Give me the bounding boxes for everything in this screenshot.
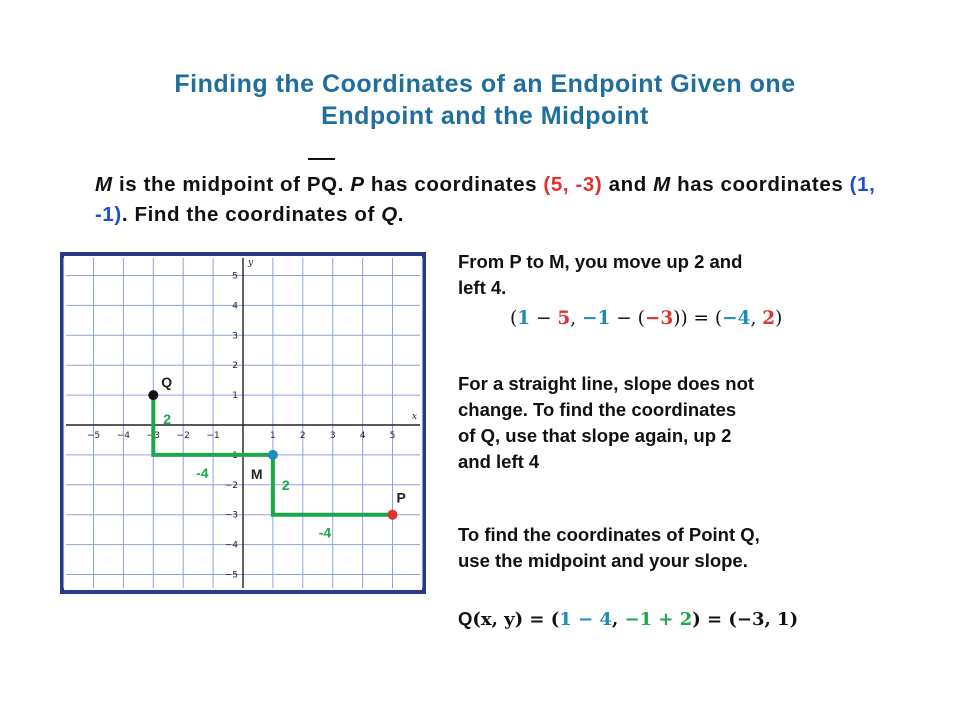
eq-a: 1 bbox=[517, 308, 531, 329]
problem-p: P bbox=[350, 173, 365, 196]
eq-f: 2 bbox=[762, 308, 776, 329]
y-tick-label: 4 bbox=[232, 301, 238, 312]
final-a: 1 − 4 bbox=[559, 609, 612, 630]
point-q-label: Q bbox=[161, 374, 173, 391]
y-tick-label: 5 bbox=[232, 271, 238, 282]
page-title bbox=[60, 68, 910, 132]
problem-text-7: . bbox=[397, 203, 405, 226]
eq-comma1: , bbox=[570, 308, 582, 329]
y-tick-label: −3 bbox=[224, 510, 238, 521]
eq-c: −1 bbox=[582, 308, 611, 329]
step2-line-3: of Q, use that slope again, up 2 bbox=[458, 425, 732, 446]
problem-text-3: has coordinates bbox=[364, 173, 544, 196]
final-lhs: (x, y) = ( bbox=[472, 609, 560, 630]
step-label-run-m: -4 bbox=[318, 524, 332, 541]
step-label-rise-m: 2 bbox=[281, 476, 290, 493]
step3-line-1: To find the coordinates of Point Q, bbox=[458, 524, 760, 545]
eq-d: −3 bbox=[644, 308, 674, 329]
y-tick-label: −5 bbox=[224, 570, 238, 581]
x-tick-label: −5 bbox=[86, 431, 101, 441]
y-tick-label: 2 bbox=[232, 361, 238, 372]
problem-q: Q bbox=[381, 203, 398, 226]
step1-line-2: left 4. bbox=[458, 277, 507, 298]
x-tick-label: 4 bbox=[359, 431, 366, 441]
final-comma: , bbox=[611, 609, 625, 630]
eq-comma2: , bbox=[750, 308, 763, 329]
point-q-marker bbox=[148, 390, 158, 400]
eq-open: ( bbox=[510, 308, 518, 329]
y-tick-label: −1 bbox=[224, 450, 238, 461]
eq-close2: ) bbox=[775, 308, 783, 329]
x-tick-label: 2 bbox=[299, 431, 306, 441]
eq-e: −4 bbox=[722, 308, 751, 329]
point-p-marker bbox=[388, 510, 398, 520]
y-tick-label: −2 bbox=[224, 480, 238, 491]
x-tick-label: −4 bbox=[116, 431, 131, 441]
final-b: −1 + 2 bbox=[624, 609, 693, 630]
eq-close1: )) = ( bbox=[673, 308, 723, 329]
y-tick-label: 3 bbox=[232, 331, 238, 342]
x-tick-label: −3 bbox=[146, 431, 160, 441]
point-p-label: P bbox=[396, 489, 406, 506]
problem-m: M bbox=[95, 173, 113, 196]
point-m-marker bbox=[268, 450, 278, 460]
problem-text-2: . bbox=[337, 173, 351, 196]
x-tick-label: 5 bbox=[389, 431, 396, 441]
title-line-2: Endpoint and the Midpoint bbox=[321, 102, 649, 130]
point-m-label: M bbox=[250, 465, 263, 482]
segment-pq: PQ bbox=[307, 170, 338, 200]
coordinate-graph bbox=[60, 252, 426, 594]
step3-text bbox=[458, 522, 760, 574]
step1-text bbox=[458, 249, 742, 301]
step2-text bbox=[458, 371, 754, 475]
eq-op1: − bbox=[530, 308, 558, 329]
m-coordinates: (1, -1) bbox=[95, 173, 876, 226]
step-label-rise-q: 2 bbox=[163, 411, 172, 427]
final-rhs: ) = (−3, 1) bbox=[692, 609, 799, 630]
step2-line-2: change. To find the coordinates bbox=[458, 399, 737, 420]
problem-text-4: and bbox=[602, 173, 654, 196]
problem-text-1: is the midpoint of bbox=[112, 173, 307, 196]
p-coordinates: (5, -3) bbox=[543, 173, 603, 196]
step-label-run-q: -4 bbox=[196, 464, 209, 481]
problem-statement bbox=[95, 170, 895, 230]
x-tick-label: 3 bbox=[329, 431, 336, 441]
step1-equation bbox=[510, 308, 782, 329]
x-tick-label: 1 bbox=[270, 431, 276, 441]
x-tick-label: −1 bbox=[206, 431, 220, 441]
eq-op2: − ( bbox=[610, 308, 645, 329]
eq-b: 5 bbox=[557, 308, 571, 329]
x-axis-label: x bbox=[412, 412, 418, 422]
final-q: Q bbox=[458, 608, 473, 629]
step2-line-4: and left 4 bbox=[458, 451, 540, 472]
final-equation bbox=[458, 606, 798, 633]
step3-line-2: use the midpoint and your slope. bbox=[458, 550, 748, 571]
step2-line-1: For a straight line, slope does not bbox=[458, 373, 755, 394]
y-axis-label: y bbox=[248, 258, 254, 268]
x-tick-label: −2 bbox=[176, 431, 190, 441]
y-tick-label: 1 bbox=[232, 391, 238, 402]
problem-text-6: . Find the coordinates of bbox=[121, 203, 382, 226]
y-tick-label: −4 bbox=[224, 540, 238, 551]
step1-line-1: From P to M, you move up 2 and bbox=[458, 251, 743, 272]
problem-text-5: has coordinates bbox=[670, 173, 850, 196]
problem-m2: M bbox=[653, 173, 671, 196]
title-line-1: Finding the Coordinates of an Endpoint Given one bbox=[174, 70, 796, 98]
